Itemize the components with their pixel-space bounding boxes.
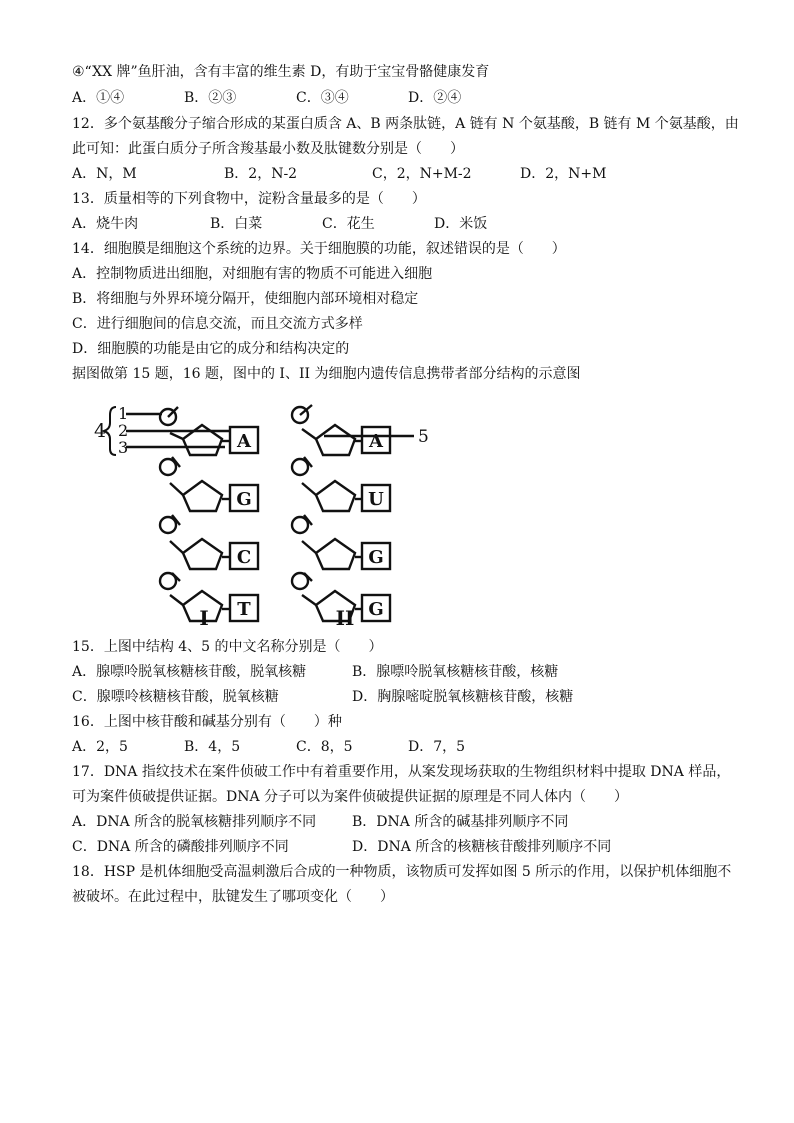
q16-option-b: B．4，5 [184, 739, 241, 755]
q15-option-d: D．胸腺嘧啶脱氧核糖核苷酸，核糖 [352, 689, 574, 705]
q11-option-d: D．②④ [408, 90, 462, 106]
q15-option-a: A．腺嘌呤脱氧核糖核苷酸，脱氧核糖 [72, 664, 307, 680]
q11-option-c: C．③④ [296, 90, 349, 106]
q18-stem-line1: 18．HSP 是机体细胞受高温刺激后合成的一种物质，该物质可发挥如图 5 所示的作用，以保护机体细胞不 [72, 864, 732, 880]
q12-stem-line2: 此可知：此蛋白质分子所含羧基最小数及肽键数分别是（ ） [72, 141, 464, 157]
q16-option-d: D．7，5 [408, 739, 466, 755]
label-1: 1 [118, 404, 129, 423]
q17-option-b: B．DNA 所含的碱基排列顺序不同 [352, 814, 569, 830]
q13-stem: 13．质量相等的下列食物中，淀粉含量最多的是（ ） [72, 191, 426, 207]
q13-option-c: C．花生 [322, 216, 375, 232]
q17-option-c: C．DNA 所含的磷酸排列顺序不同 [72, 839, 289, 855]
q14-option-a: A．控制物质进出细胞，对细胞有害的物质不可能进入细胞 [72, 266, 433, 282]
q14-stem: 14．细胞膜是细胞这个系统的边界。关于细胞膜的功能，叙述错误的是（ ） [72, 241, 566, 257]
strand1-base-3: C [236, 547, 252, 568]
q15-option-b: B．腺嘌呤脱氧核糖核苷酸，核糖 [352, 664, 559, 680]
nucleotide-chain-figure [80, 395, 440, 627]
q12-option-a: A．N，M [72, 166, 137, 182]
strand1-base-2: G [236, 489, 252, 510]
label-5: 5 [418, 427, 429, 447]
q14-option-d: D．细胞膜的功能是由它的成分和结构决定的 [72, 341, 350, 357]
q17-stem-line1: 17．DNA 指纹技术在案件侦破工作中有着重要作用，从案发现场获取的生物组织材料中提取 DNA 样品， [72, 764, 731, 780]
strand1-base-1: A [237, 431, 251, 452]
q13-option-d: D．米饭 [434, 216, 488, 232]
q15-stem: 15．上图中结构 4、5 的中文名称分别是（ ） [72, 639, 383, 655]
q14-option-b: B．将细胞与外界环境分隔开，使细胞内部环境相对稳定 [72, 291, 419, 307]
q11-option-b: B．②③ [184, 90, 237, 106]
q16-option-a: A．2，5 [72, 739, 128, 755]
q12-option-b: B．2，N-2 [224, 166, 298, 182]
strand2-base-1: A [369, 431, 383, 452]
label-2: 2 [118, 421, 129, 440]
strand1-label: I [199, 606, 209, 627]
q17-stem-line2: 可为案件侦破提供证据。DNA 分子可以为案件侦破提供证据的原理是不同人体内（ ） [72, 789, 629, 805]
q17-option-a: A．DNA 所含的脱氧核糖排列顺序不同 [72, 814, 317, 830]
q13-option-a: A．烧牛肉 [72, 216, 139, 232]
q17-option-d: D．DNA 所含的核糖核苷酸排列顺序不同 [352, 839, 612, 855]
q11-item4: ④“XX 牌”鱼肝油，含有丰富的维生素 D，有助于宝宝骨骼健康发育 [72, 64, 490, 80]
q11-option-a: A．①④ [72, 90, 125, 106]
q12-option-c: C，2，N+M-2 [372, 166, 472, 182]
label-4: 4 [94, 420, 107, 442]
strand1-base-4: T [237, 599, 251, 620]
q12-option-d: D．2，N+M [520, 166, 607, 182]
strand2-base-3: G [368, 547, 384, 568]
figure-intro: 据图做第 15 题，16 题，图中的 I、II 为细胞内遗传信息携带者部分结构的示意图 [72, 366, 581, 382]
q13-option-b: B．白菜 [210, 216, 263, 232]
label-3: 3 [118, 438, 129, 457]
q15-option-c: C．腺嘌呤核糖核苷酸，脱氧核糖 [72, 689, 279, 705]
strand2-base-2: U [368, 489, 384, 510]
strand2-label: II [335, 606, 355, 627]
strand2-base-4: G [368, 599, 384, 620]
q18-stem-line2: 被破坏。在此过程中，肽键发生了哪项变化（ ） [72, 889, 394, 905]
q16-option-c: C．8，5 [296, 739, 353, 755]
q12-stem-line1: 12．多个氨基酸分子缩合形成的某蛋白质含 A、B 两条肽链，A 链有 N 个氨基酸，B 链有 M 个氨基酸，由 [72, 116, 739, 132]
q16-stem: 16．上图中核苷酸和碱基分别有（ ）种 [72, 714, 342, 730]
q14-option-c: C．进行细胞间的信息交流，而且交流方式多样 [72, 316, 363, 332]
